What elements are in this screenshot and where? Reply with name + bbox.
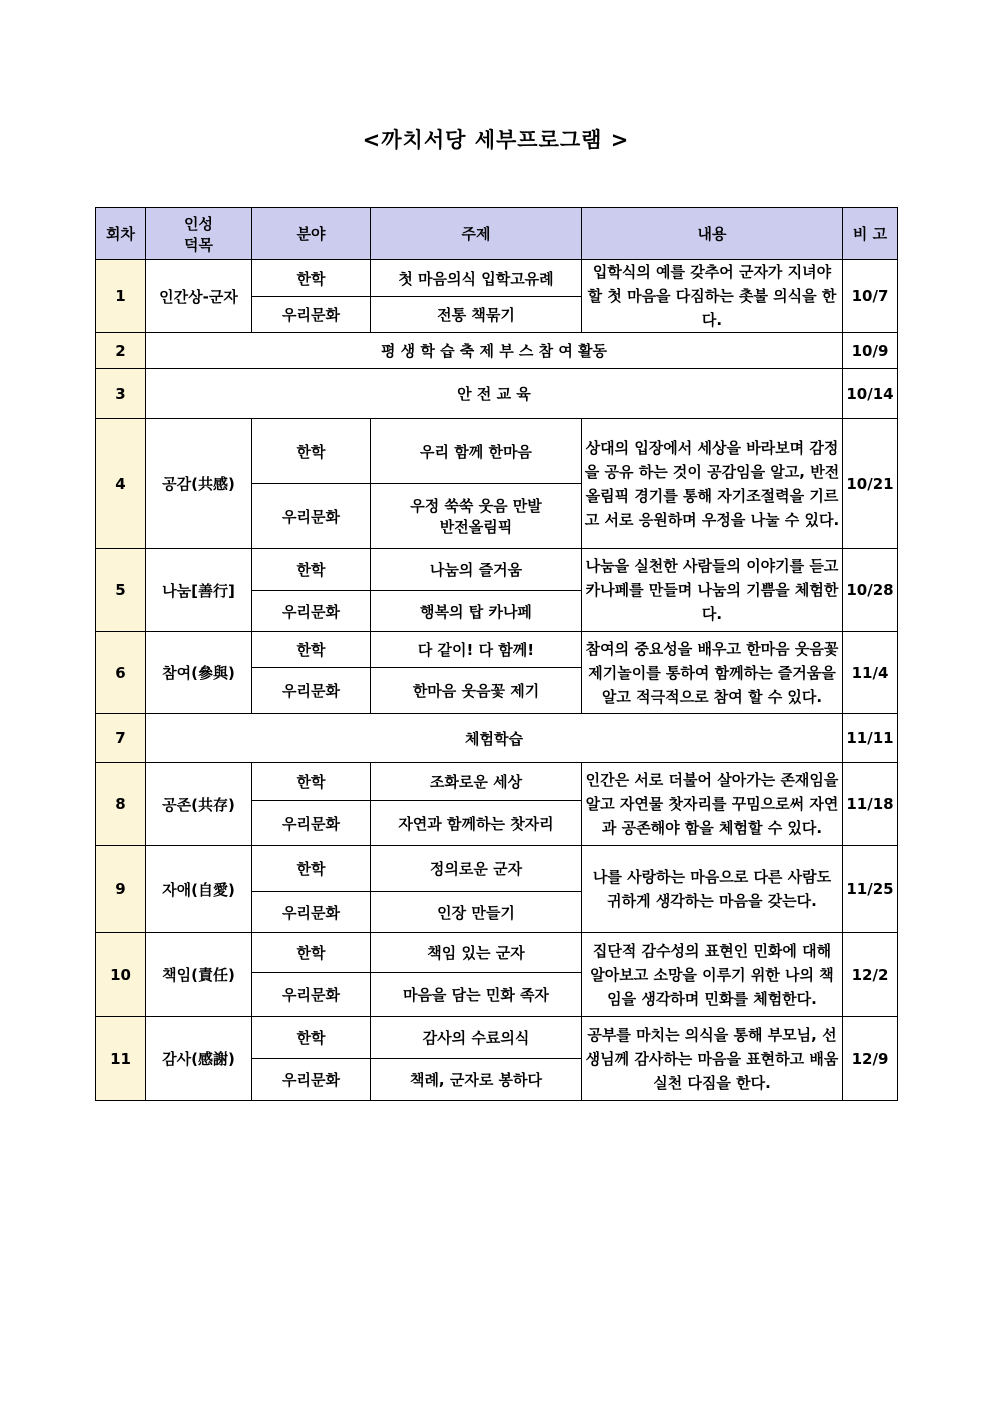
topic-cell: 행복의 탑 카나페 [371, 591, 582, 632]
note-cell: 10/21 [843, 419, 898, 549]
topic-cell: 정의로운 군자 [371, 846, 582, 892]
header-content: 내용 [582, 208, 843, 260]
topic-cell: 다 같이! 다 함께! [371, 632, 582, 668]
field-cell: 한학 [252, 632, 371, 668]
content-cell: 인간은 서로 더불어 살아가는 존재임을 알고 자연물 찻자리를 꾸밈으로써 자연과 공존해야 함을 체험할 수 있다. [582, 763, 843, 846]
table-row [96, 369, 898, 419]
field-cell: 우리문화 [252, 973, 371, 1017]
table-row [96, 260, 898, 297]
topic-cell: 한마음 웃음꽃 제기 [371, 668, 582, 714]
topic-cell: 책임 있는 군자 [371, 933, 582, 973]
field-cell: 한학 [252, 549, 371, 591]
topic-cell: 책례, 군자로 봉하다 [371, 1059, 582, 1101]
round-number: 7 [96, 714, 146, 763]
field-cell: 우리문화 [252, 591, 371, 632]
topic-cell: 우정 쑥쑥 웃음 만발 반전올림픽 [371, 484, 582, 549]
topic-cell: 첫 마음의식 입학고유례 [371, 260, 582, 297]
field-cell: 한학 [252, 1017, 371, 1059]
content-cell: 나를 사랑하는 마음으로 다른 사람도 귀하게 생각하는 마음을 갖는다. [582, 846, 843, 933]
note-cell: 10/14 [843, 369, 898, 419]
merged-activity: 체험학습 [146, 714, 843, 763]
field-cell: 우리문화 [252, 1059, 371, 1101]
round-number: 5 [96, 549, 146, 632]
note-cell: 11/4 [843, 632, 898, 714]
field-cell: 우리문화 [252, 892, 371, 933]
table-row [96, 1017, 898, 1059]
field-cell: 우리문화 [252, 801, 371, 846]
field-cell: 한학 [252, 763, 371, 801]
field-cell: 한학 [252, 260, 371, 297]
merged-activity: 안 전 교 육 [146, 369, 843, 419]
field-cell: 한학 [252, 846, 371, 892]
note-cell: 11/11 [843, 714, 898, 763]
note-cell: 10/9 [843, 333, 898, 369]
field-cell: 한학 [252, 419, 371, 484]
table-row [96, 933, 898, 973]
virtue-cell: 공존(共存) [146, 763, 252, 846]
header-note: 비 고 [843, 208, 898, 260]
merged-activity: 평 생 학 습 축 제 부 스 참 여 활동 [146, 333, 843, 369]
virtue-cell: 인간상-군자 [146, 260, 252, 333]
topic-cell: 조화로운 세상 [371, 763, 582, 801]
virtue-cell: 공감(共感) [146, 419, 252, 549]
note-cell: 12/2 [843, 933, 898, 1017]
note-cell: 11/25 [843, 846, 898, 933]
topic-cell: 마음을 담는 민화 족자 [371, 973, 582, 1017]
round-number: 2 [96, 333, 146, 369]
note-cell: 11/18 [843, 763, 898, 846]
topic-cell: 우리 함께 한마음 [371, 419, 582, 484]
topic-cell: 자연과 함께하는 찻자리 [371, 801, 582, 846]
field-cell: 우리문화 [252, 297, 371, 333]
round-number: 9 [96, 846, 146, 933]
header-virtue: 인성 덕목 [146, 208, 252, 260]
round-number: 3 [96, 369, 146, 419]
table-row [96, 549, 898, 591]
note-cell: 10/7 [843, 260, 898, 333]
field-cell: 우리문화 [252, 484, 371, 549]
table-row [96, 763, 898, 801]
table-row [96, 846, 898, 892]
table-row [96, 632, 898, 668]
table-row [96, 333, 898, 369]
round-number: 11 [96, 1017, 146, 1101]
content-cell: 상대의 입장에서 세상을 바라보며 감정을 공유 하는 것이 공감임을 알고, 반전 올림픽 경기를 통해 자기조절력을 기르고 서로 응원하며 우정을 나눌 수 있다. [582, 419, 843, 549]
virtue-cell: 감사(感謝) [146, 1017, 252, 1101]
content-cell: 집단적 감수성의 표현인 민화에 대해 알아보고 소망을 이루기 위한 나의 책임을 생각하며 민화를 체험한다. [582, 933, 843, 1017]
page-title: <까치서당 세부프로그램 > [362, 128, 630, 152]
round-number: 8 [96, 763, 146, 846]
field-cell: 우리문화 [252, 668, 371, 714]
round-number: 6 [96, 632, 146, 714]
topic-cell: 전통 책묶기 [371, 297, 582, 333]
virtue-cell: 참여(參與) [146, 632, 252, 714]
topic-cell: 감사의 수료의식 [371, 1017, 582, 1059]
field-cell: 한학 [252, 933, 371, 973]
virtue-cell: 자애(自愛) [146, 846, 252, 933]
round-number: 10 [96, 933, 146, 1017]
content-cell: 공부를 마치는 의식을 통해 부모님, 선생님께 감사하는 마음을 표현하고 배움 실천 다짐을 한다. [582, 1017, 843, 1101]
header-row [96, 208, 898, 260]
note-cell: 12/9 [843, 1017, 898, 1101]
header-round: 회차 [96, 208, 146, 260]
header-field: 분야 [252, 208, 371, 260]
note-cell: 10/28 [843, 549, 898, 632]
virtue-cell: 나눔[善行] [146, 549, 252, 632]
content-cell: 입학식의 예를 갖추어 군자가 지녀야 할 첫 마음을 다짐하는 촛불 의식을 한다. [582, 260, 843, 333]
topic-cell: 인장 만들기 [371, 892, 582, 933]
table-row [96, 714, 898, 763]
content-cell: 나눔을 실천한 사람들의 이야기를 듣고 카나페를 만들며 나눔의 기쁨을 체험한다. [582, 549, 843, 632]
header-topic: 주제 [371, 208, 582, 260]
table-row [96, 419, 898, 484]
round-number: 1 [96, 260, 146, 333]
round-number: 4 [96, 419, 146, 549]
topic-cell: 나눔의 즐거움 [371, 549, 582, 591]
program-table [95, 207, 898, 1101]
content-cell: 참여의 중요성을 배우고 한마음 웃음꽃 제기놀이를 통하여 함께하는 즐거움을 알고 적극적으로 참여 할 수 있다. [582, 632, 843, 714]
virtue-cell: 책임(責任) [146, 933, 252, 1017]
